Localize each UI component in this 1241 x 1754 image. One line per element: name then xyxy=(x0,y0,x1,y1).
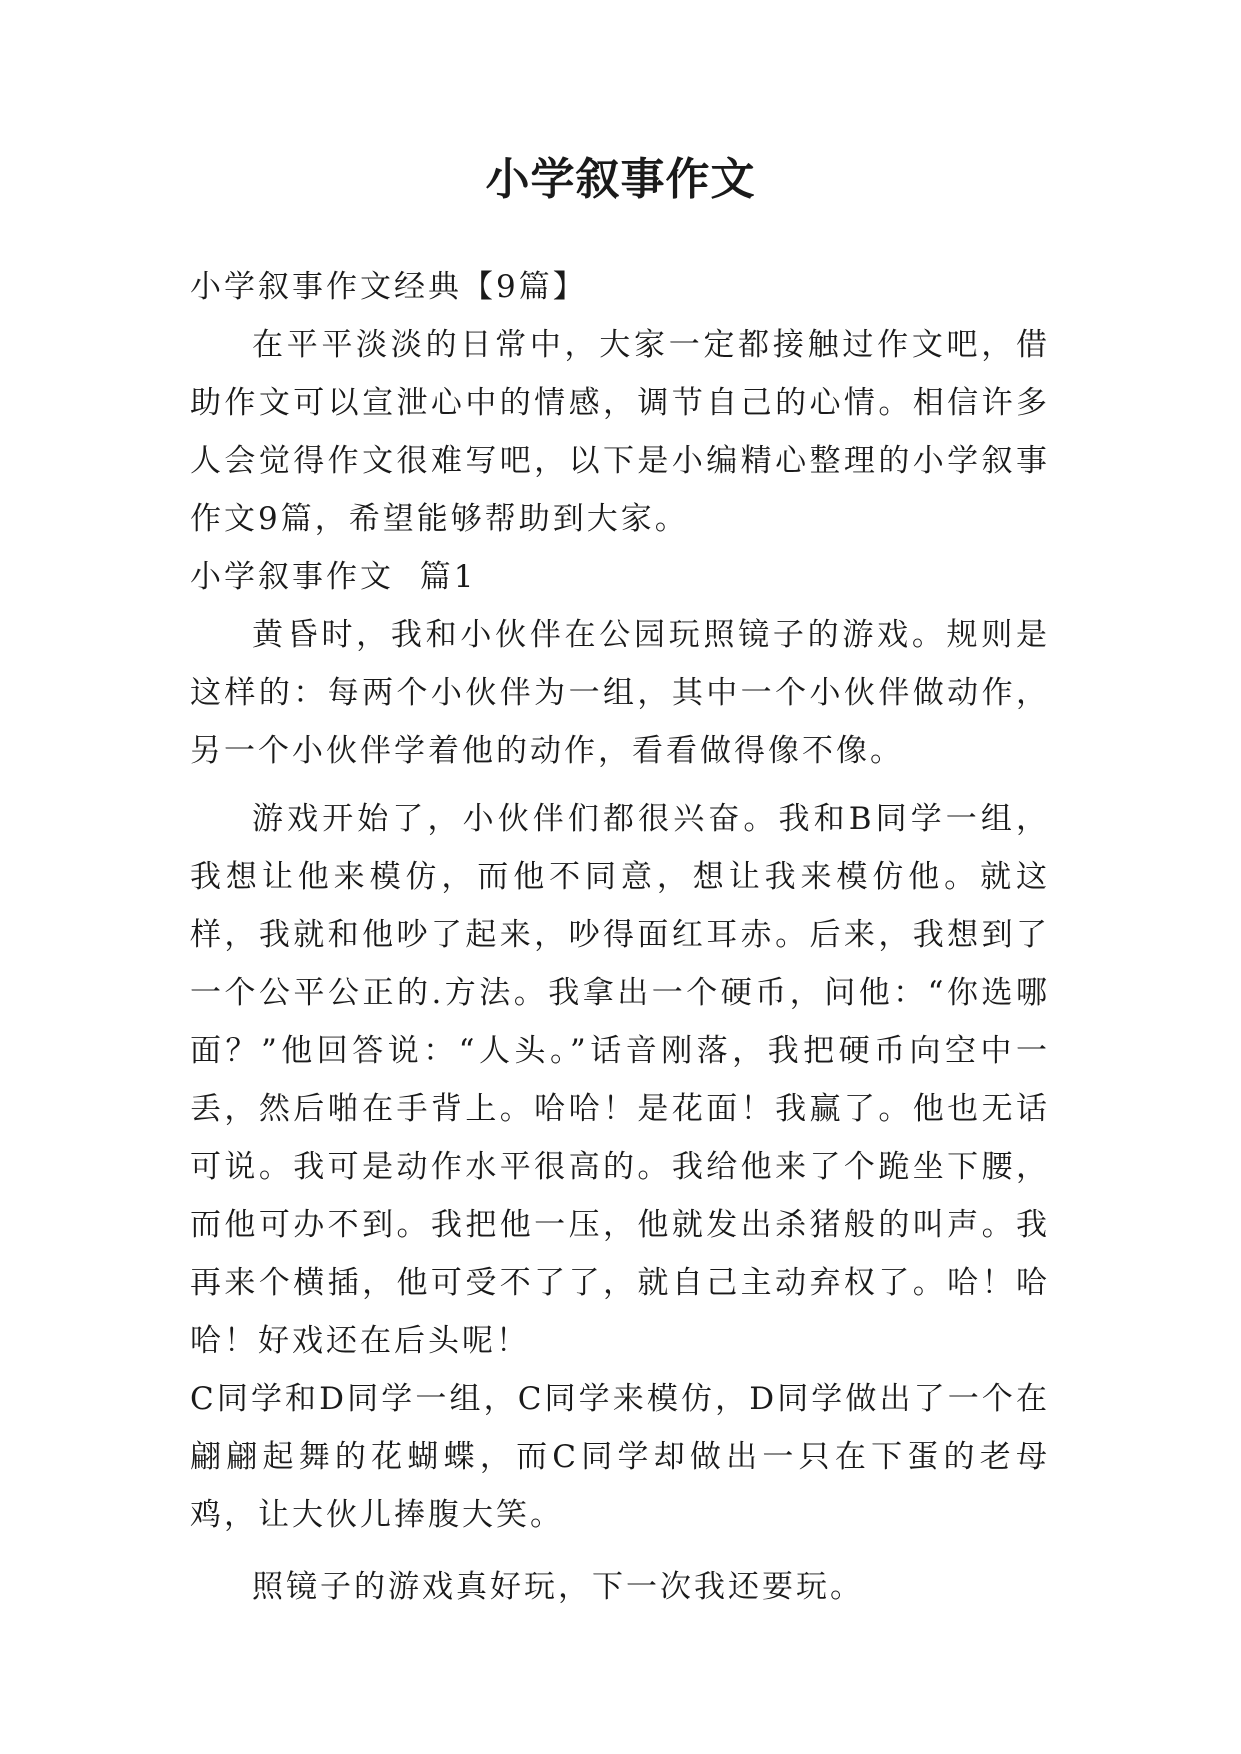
body-paragraph: 黄昏时，我和小伙伴在公园玩照镜子的游戏。规则是这样的：每两个小伙伴为一组，其中一个小伙伴做动作，另一个小伙伴学着他的动作，看看做得像不像。 xyxy=(190,617,1050,769)
document-subtitle: 小学叙事作文经典【9篇】 xyxy=(190,269,587,305)
document-body xyxy=(190,258,1050,1616)
intro-paragraph: 在平平淡淡的日常中，大家一定都接触过作文吧，借助作文可以宣泄心中的情感，调节自己的心情。相信许多人会觉得作文很难写吧，以下是小编精心整理的小学叙事作文9篇，希望能够帮助到大家。 xyxy=(190,327,1050,537)
body-paragraph: 照镜子的游戏真好玩，下一次我还要玩。 xyxy=(252,1569,864,1605)
section-heading: 小学叙事作文 篇1 xyxy=(190,559,477,595)
body-paragraph: C同学和D同学一组，C同学来模仿，D同学做出了一个在翩翩起舞的花蝴蝶，而C同学却做出一只在下蛋的老母鸡，让大伙儿捧腹大笑。 xyxy=(190,1381,1050,1533)
body-paragraph: 游戏开始了，小伙伴们都很兴奋。我和B同学一组，我想让他来模仿，而他不同意，想让我来模仿他。就这样，我就和他吵了起来，吵得面红耳赤。后来，我想到了一个公平公正的.方法。我拿出一个硬币，问他：“你选哪面？”他回答说：“人头。”话音刚落，我把硬币向空中一丢，然后啪在手背上。哈哈！是花面！我赢了。他也无话可说。我可是动作水平很高的。我给他来了个跪坐下腰，而他可办不到。我把他一压，他就发出杀猪般的叫声。我再来个横插，他可受不了了，就自己主动弃权了。哈！哈哈！好戏还在后头呢！ xyxy=(190,801,1050,1359)
document-title: 小学叙事作文 xyxy=(485,154,756,205)
